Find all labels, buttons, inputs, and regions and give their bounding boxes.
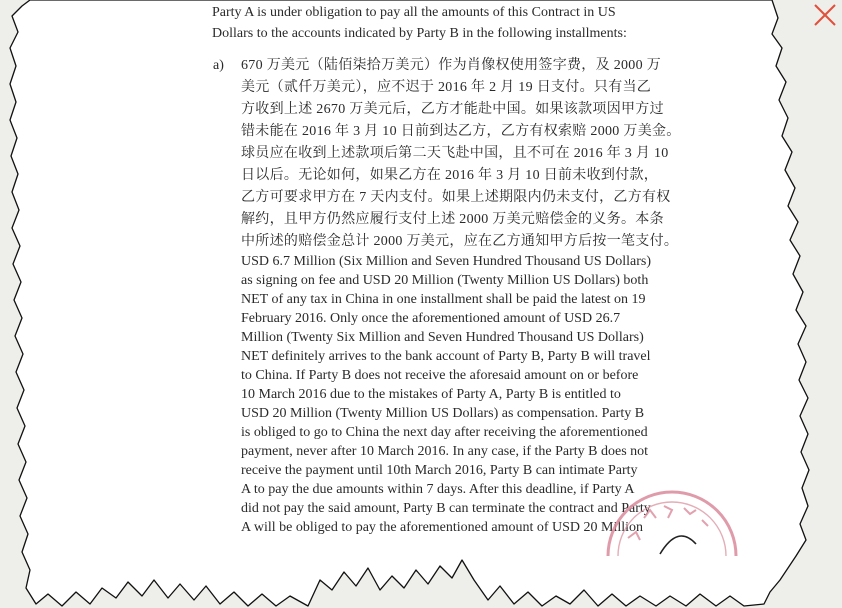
chinese-line: 乙方可要求甲方在 7 天内支付。如果上述期限内仍未支付，乙方有权 — [241, 190, 671, 205]
english-line: A to pay the due amounts within 7 days. After this deadline, if Party A — [241, 482, 635, 497]
english-line: 10 March 2016 due to the mistakes of Party A, Party B is entitled to — [241, 387, 621, 402]
chinese-line: 解约，且甲方仍然应履行支付上述 2000 万美元赔偿金的义务。本条 — [241, 212, 664, 227]
english-line: receive the payment until 10th March 2016, Party B can intimate Party — [241, 463, 638, 478]
english-line: NET definitely arrives to the bank account of Party B, Party B will travel — [241, 349, 651, 364]
english-line: payment, never after 10 March 2016. In any case, if the Party B does not — [241, 444, 649, 459]
english-line: to China. If Party B does not receive the aforesaid amount on or before — [241, 368, 639, 383]
chinese-line: 670 万美元（陆佰柒拾万美元）作为肖像权使用签字费，及 2000 万 — [241, 58, 661, 73]
item-marker: a) — [213, 58, 224, 73]
english-line: NET of any tax in China in one installment shall be paid the latest on 19 — [241, 292, 646, 307]
chinese-line: 美元（贰仟万美元），应不迟于 2016 年 2 月 19 日支付。只有当乙 — [241, 80, 652, 95]
intro-line-1: Party A is under obligation to pay all the amounts of this Contract in US — [212, 5, 616, 20]
english-line: USD 6.7 Million (Six Million and Seven Hundred Thousand US Dollars) — [241, 254, 652, 269]
close-icon[interactable] — [812, 2, 838, 28]
red-seal-stamp — [604, 478, 740, 558]
chinese-line: 方收到上述 2670 万美元后，乙方才能赴中国。如果该款项因甲方过 — [241, 102, 664, 117]
chinese-line: 日以后。无论如何，如果乙方在 2016 年 3 月 10 日前未收到付款， — [241, 168, 659, 183]
english-line: A will be obliged to pay the aforementioned amount of USD 20 Million — [241, 520, 644, 535]
english-line: is obliged to go to China the next day after receiving the aforementioned — [241, 425, 648, 440]
chinese-line: 错未能在 2016 年 3 月 10 日前到达乙方，乙方有权索赔 2000 万美金。 — [241, 124, 681, 139]
english-line: February 2016. Only once the aforementioned amount of USD 26.7 — [241, 311, 621, 326]
intro-line-2: Dollars to the accounts indicated by Party B in the following installments: — [212, 26, 627, 41]
chinese-line: 中所述的赔偿金总计 2000 万美元，应在乙方通知甲方后按一笔支付。 — [241, 234, 679, 249]
chinese-line: 球员应在收到上述款项后第二天飞赴中国，且不可在 2016 年 3 月 10 — [241, 146, 669, 161]
english-line: as signing on fee and USD 20 Million (Twenty Million US Dollars) both — [241, 273, 649, 288]
english-line: USD 20 Million (Twenty Million US Dollars) as compensation. Party B — [241, 406, 645, 421]
english-line: Million (Twenty Six Million and Seven Hundred Thousand US Dollars) — [241, 330, 644, 345]
english-line: did not pay the said amount, Party B can terminate the contract and Party — [241, 501, 651, 516]
